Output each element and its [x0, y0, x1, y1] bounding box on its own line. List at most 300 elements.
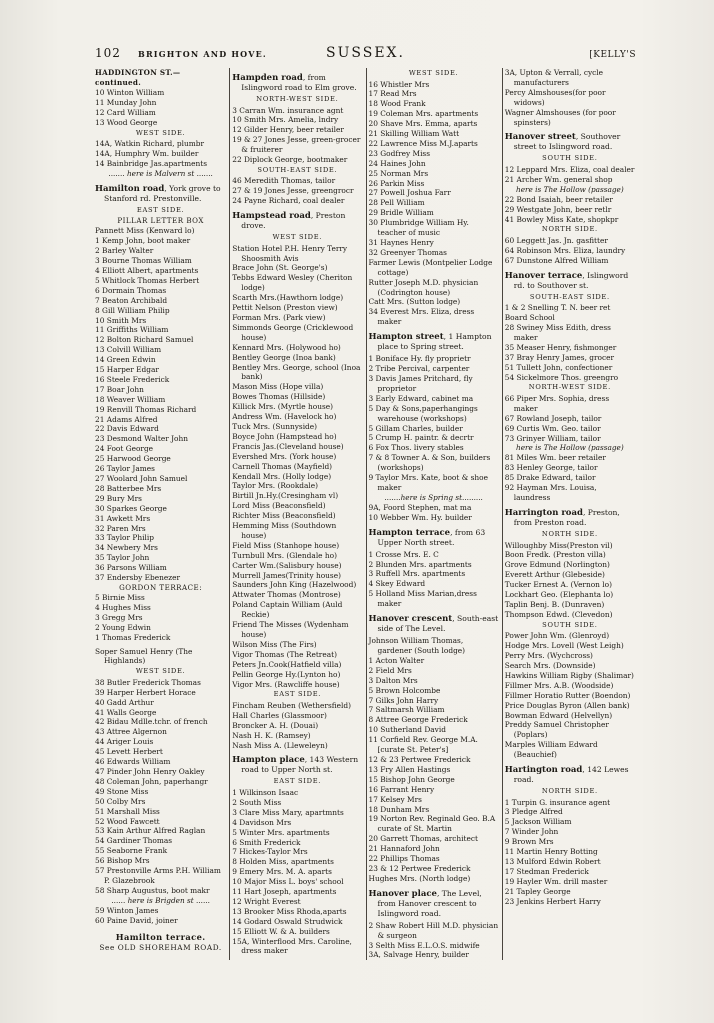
directory-entry: 27 & 19 Jones Jesse, greengrocr	[232, 186, 354, 196]
directory-entry: Fillmer Horatio Rutter (Boendon)	[504, 690, 631, 700]
street-heading: Hanover crescent, South-east side of The Level.	[368, 614, 499, 634]
directory-entry: 23 Jenkins Herbert Harry	[504, 896, 601, 906]
directory-entry: 3 Dalton Mrs	[368, 675, 418, 685]
directory-entry: 21 Skilling William Watt	[368, 129, 460, 139]
directory-entry: 3 Selth Miss E.L.O.S. midwife	[368, 940, 480, 950]
directory-entry: Carter Wm.(Salisbury house)	[232, 560, 342, 570]
directory-entry: Poland Captain William (Auld Reckie)	[232, 600, 343, 620]
directory-entry: 1 Boniface Hy. fly proprietr	[368, 354, 471, 364]
directory-entry: Birtill Jn.Hy.(Cresingham vl)	[232, 491, 339, 501]
directory-entry: Boon Fredk. (Preston villa)	[504, 550, 606, 560]
directory-entry: 54 Sickelmore Thos. greengro	[504, 372, 619, 382]
street-name: Hanover place	[368, 888, 437, 899]
directory-entry: 31 Haynes Henry	[368, 238, 434, 247]
directory-entry: Wagner Almshouses (for poor spinsters)	[504, 107, 616, 127]
directory-entry: 46 Meredith Thomas, tailor	[232, 176, 336, 186]
side-heading: WEST SIDE.	[408, 69, 459, 77]
directory-entry: 2 South Miss	[232, 797, 282, 807]
page-header-left	[95, 42, 326, 61]
directory-entry: Preddy Samuel Christopher (Poplars)	[504, 720, 609, 740]
directory-entry: Wilson Miss (The Firs)	[232, 639, 317, 649]
directory-entry: 41 Bowley Miss Kate, shopkpr	[504, 214, 619, 224]
side-heading: SOUTH SIDE.	[542, 154, 598, 163]
street-heading: Hamilton road, York grove to Stanford rd. Prestonville.	[95, 183, 221, 203]
directory-entry: Evershed Mrs. (York house)	[232, 451, 337, 461]
directory-entry: 22 Davis Edward	[95, 424, 159, 434]
side-heading: WEST SIDE.	[135, 128, 186, 137]
directory-entry: 3 Ruffell Mrs. apartments	[368, 569, 466, 579]
directory-entry: 23 Desmond Walter John	[95, 434, 189, 444]
directory-entry: 20 Shave Mrs. Emma, aparts	[368, 119, 478, 129]
directory-entry: 7 Winder John	[504, 827, 559, 837]
directory-entry: 5 Gillam Charles, builder	[368, 423, 463, 433]
street-name: Hamilton road	[95, 183, 165, 194]
directory-entry: 10 Sutherland David	[368, 725, 446, 735]
directory-entry: 29 Bury Mrs	[95, 493, 142, 503]
directory-entry: Vigor Thomas (The Retreat)	[232, 649, 337, 659]
directory-entry: 60 Leggett Jas. Jn. gasfitter	[504, 235, 608, 245]
directory-entry: 36 Parsons William	[95, 563, 167, 573]
directory-entry: 3 Davis James Pritchard, fly proprietor	[368, 373, 473, 393]
directory-entry: 1 Acton Walter	[368, 655, 425, 665]
directory-column-1	[93, 68, 229, 960]
directory-entry: 13 Colvill William	[95, 345, 162, 355]
directory-entry: 14 Bainbridge Jas.apartments	[95, 158, 207, 168]
directory-columns	[93, 68, 638, 960]
directory-entry: 26 Taylor James	[95, 464, 155, 474]
directory-entry: 5 Day & Sons,paperhangings warehouse (workshops)	[368, 403, 478, 423]
directory-entry: Hall Charles (Glassmoor)	[232, 710, 327, 720]
directory-entry: 1 & 2 Snelling T. N. beer ret	[504, 303, 611, 313]
side-heading: NORTH SIDE.	[541, 787, 598, 796]
directory-entry: 73 Grinyer William, tailor	[504, 433, 601, 443]
directory-entry: 12 Bolton Richard Samuel	[95, 335, 194, 345]
directory-column-2	[229, 68, 365, 960]
directory-entry: 11 Griffiths William	[95, 325, 169, 335]
directory-entry: Nash Miss A. (Lleweleyn)	[232, 740, 328, 750]
directory-entry: 66 Piper Mrs. Sophia, dress maker	[504, 393, 610, 413]
directory-entry: 33 Taylor Philip	[95, 533, 154, 543]
directory-entry: 8 Gill William Philip	[95, 305, 170, 315]
directory-entry: 60 Paine David, joiner	[95, 915, 178, 925]
directory-entry: 28 Batterbee Mrs	[95, 483, 162, 493]
cross-street-note: ...... here is Brigden st ......	[111, 895, 210, 905]
directory-entry: 24 Foot George	[95, 444, 154, 454]
directory-entry: 11 Hart Joseph, apartments	[232, 887, 337, 897]
directory-entry: 4 Hughes Miss	[95, 602, 151, 612]
cross-street-note: here is The Hollow (passage)	[516, 184, 624, 194]
directory-entry: 28 Pell William	[368, 198, 425, 208]
directory-entry: Nash H. K. (Ramsey)	[232, 730, 311, 740]
directory-entry: 2 Tribe Percival, carpenter	[368, 364, 470, 374]
directory-entry: Taplin Benj. B. (Dunraven)	[504, 599, 605, 609]
directory-entry: Pellin George Hy.(Lynton ho)	[232, 669, 341, 679]
directory-entry: Marples William Edward (Beauchief)	[504, 740, 598, 760]
directory-entry: 7 & 8 Towner A. & Son, builders (workshops)	[368, 453, 491, 473]
directory-entry: 39 Harper Herbert Horace	[95, 687, 196, 697]
directory-entry: 22 Diplock George, bootmaker	[232, 155, 348, 165]
directory-entry: 22 Lawrence Miss M.J.aparts	[368, 138, 478, 148]
street-continued-heading: HADDINGTON ST.—continued.	[95, 68, 181, 87]
directory-entry: 4 Elliott Albert, apartments	[95, 265, 199, 275]
directory-entry: 9 Taylor Mrs. Kate, boot & shoe maker	[368, 473, 488, 492]
directory-entry: 11 Martin Henry Botting	[504, 847, 598, 857]
directory-entry: Attwater Thomas (Montrose)	[232, 590, 341, 600]
street-name: Hampton street	[368, 332, 444, 343]
directory-entry: 16 Farrant Henry	[368, 784, 435, 794]
directory-entry: 48 Coleman John, paperhangr	[95, 776, 208, 786]
directory-entry: Broncker A. H. (Douai)	[232, 720, 319, 730]
directory-entry: 45 Levett Herbert	[95, 747, 163, 757]
directory-entry: Farmer Lewis (Montpelier Lodge cottage)	[368, 257, 493, 277]
directory-entry: Board School	[504, 313, 555, 323]
directory-entry: 56 Bishop Mrs	[95, 856, 150, 866]
directory-entry: Bentley Mrs. George, school (Inoa bank)	[232, 362, 361, 382]
directory-entry: 14 Green Edwin	[95, 355, 156, 365]
directory-entry: Killick Mrs. (Myrtle house)	[232, 402, 334, 412]
directory-entry: 42 Bidau Mdlle.tchr. of french	[95, 717, 208, 727]
street-name: Hartington road	[504, 765, 583, 776]
directory-entry: 18 Dunham Mrs	[368, 804, 430, 814]
directory-entry: 30 Plumbridge William Hy. teacher of music	[368, 218, 469, 238]
directory-entry: 2 Barley Walter	[95, 246, 154, 256]
page-content	[93, 42, 638, 960]
directory-entry: 41 Walls George	[95, 707, 157, 717]
directory-entry: 21 Archer Wm. general shop	[504, 174, 613, 184]
directory-entry: 18 Weaver William	[95, 394, 166, 404]
directory-entry: 31 Awkett Mrs	[95, 513, 151, 523]
directory-entry: 3 Pledge Alfred	[504, 807, 563, 817]
directory-entry: 15 Elliott W. & A. builders	[232, 926, 330, 936]
directory-entry: Turnbull Mrs. (Glendale ho)	[232, 550, 337, 560]
directory-entry: 22 Bond Isaiah, beer retailer	[504, 194, 613, 204]
county-title: SUSSEX.	[326, 45, 405, 61]
directory-entry: Peters Jn.Cook(Hatfield villa)	[232, 659, 342, 669]
directory-entry: 67 Dunstone Alfred William	[504, 255, 609, 265]
directory-entry: 37 Bray Henry James, grocer	[504, 352, 615, 362]
side-heading: EAST SIDE.	[273, 690, 322, 699]
directory-entry: 19 Renvill Thomas Richard	[95, 404, 197, 414]
directory-entry: 1 Kemp John, boot maker	[95, 236, 191, 246]
directory-entry: 43 Attree Algernon	[95, 727, 167, 737]
cross-street-note: .......here is Spring st.........	[384, 492, 483, 502]
directory-entry: 7 Gilks John Harry	[368, 695, 439, 705]
directory-entry: 10 Smith Mrs. Amelia, lndry	[232, 115, 339, 125]
street-heading: Hanover terrace, Islingword rd. to Southover st.	[504, 270, 629, 290]
directory-entry: 1 Wilkinson Isaac	[232, 787, 299, 797]
directory-entry: Johnson William Thomas, gardener (South lodge)	[368, 636, 466, 655]
directory-entry: 3 Early Edward, cabinet ma	[368, 393, 474, 403]
directory-entry: 25 Harwood George	[95, 454, 171, 464]
directory-entry: 46 Edwards William	[95, 757, 171, 767]
directory-entry: 34 Newbery Mrs	[95, 543, 158, 553]
directory-entry: Bowman Edward (Helvellyn)	[504, 710, 613, 720]
directory-entry: 3A, Upton & Verrall, cycle manufacturers	[504, 68, 604, 87]
directory-entry: Kennard Mrs. (Holywood ho)	[232, 342, 341, 352]
directory-entry: Scarth Mrs.(Hawthorn lodge)	[232, 293, 344, 303]
directory-entry: 20 Garrett Thomas, architect	[368, 834, 478, 844]
section-title: BRIGHTON AND HOVE.	[138, 49, 267, 59]
directory-entry: 15 Bishop John George	[368, 774, 455, 784]
directory-entry: 13 Fry Allen Hastings	[368, 764, 451, 774]
directory-entry: Andress Wm. (Havelock ho)	[232, 412, 337, 422]
directory-entry: 85 Drake Edward, tailor	[504, 473, 596, 483]
directory-entry: 13 Mulford Edwin Robert	[504, 856, 601, 866]
directory-entry: 51 Tullett John, confectioner	[504, 362, 613, 372]
directory-entry: 12 Gilder Henry, beer retailer	[232, 125, 344, 135]
cross-street-note: here is The Hollow (passage)	[516, 443, 624, 453]
side-heading: EAST SIDE.	[136, 205, 185, 214]
directory-entry: Brace John (St. George's)	[232, 263, 328, 273]
directory-entry: Hawkins William Rigby (Shalimar)	[504, 670, 634, 680]
directory-entry: 59 Winton James	[95, 905, 159, 915]
directory-entry: 7 Saltmarsh William	[368, 705, 445, 715]
street-heading: Harrington road, Preston, from Preston road.	[504, 508, 620, 527]
street-name: Hampton place	[232, 755, 305, 766]
directory-entry: 44 Ariger Louis	[95, 737, 154, 747]
directory-entry: Thompson Edwd. (Clevedon)	[504, 609, 613, 619]
directory-entry: 5 Winter Mrs. apartments	[232, 827, 330, 837]
page-header	[93, 42, 638, 61]
page-number: 102	[95, 46, 121, 60]
directory-entry: Field Miss (Stanhope house)	[232, 540, 340, 550]
directory-entry: 12 & 23 Pertwee Frederick	[368, 754, 471, 764]
directory-entry: 92 Hayman Mrs. Louisa, laundress	[504, 483, 597, 503]
directory-entry: 24 Haines John	[368, 158, 426, 168]
directory-entry: 19 & 27 Jones Jesse, green-grocer & fruiterer	[232, 135, 361, 155]
directory-entry: 10 Winton William	[95, 88, 165, 97]
directory-entry: 23 & 12 Pertwee Frederick	[368, 863, 471, 873]
directory-entry: 3 Carran Wm. insurance agnt	[232, 105, 344, 115]
directory-entry: 32 Greenyer Thomas	[368, 247, 447, 257]
directory-entry: 37 Endersby Ebenezer	[95, 573, 181, 583]
directory-entry: 29 Westgate John, beer retlr	[504, 204, 612, 214]
side-heading: SOUTH-EAST SIDE.	[529, 292, 610, 301]
directory-entry: 27 Powell Joshua Farr	[368, 188, 451, 198]
side-heading: NORTH SIDE.	[541, 225, 598, 234]
directory-entry: 21 Adams Alfred	[95, 414, 158, 424]
street-heading: Hampton place, 143 Western road to Upper North st.	[232, 755, 359, 775]
directory-entry: 9 Brown Mrs	[504, 837, 554, 847]
directory-entry: 2 Blunden Mrs. apartments	[368, 559, 472, 569]
directory-entry: 1 Thomas Frederick	[95, 632, 171, 642]
side-heading: NORTH-WEST SIDE.	[528, 383, 611, 392]
directory-entry: Forman Mrs. (Park view)	[232, 313, 326, 322]
street-heading: Hampton terrace, from 63 Upper North street.	[368, 527, 486, 547]
directory-entry: Power John Wm. (Glenroyd)	[504, 631, 610, 641]
directory-entry: Murrell James(Trinity house)	[232, 570, 341, 580]
street-heading: Hartington road, 142 Lewes road.	[504, 765, 629, 785]
directory-entry: Fincham Reuben (Wethersfield)	[232, 700, 352, 710]
directory-entry: Francis Jas.(Cleveland house)	[232, 441, 344, 451]
directory-entry: 15 Harper Edgar	[95, 365, 159, 375]
directory-entry: 7 Hickes-Taylor Mrs	[232, 847, 308, 857]
directory-entry: Station Hotel P.H. Henry Terry Shoosmith Avis	[232, 243, 348, 263]
directory-entry: 12 Card William	[95, 107, 156, 117]
street-name: Hanover terrace	[504, 270, 583, 281]
directory-entry: 5 Jackson William	[504, 817, 572, 827]
directory-entry: 32 Paren Mrs	[95, 523, 146, 533]
directory-entry: 17 Kelsey Mrs	[368, 794, 422, 804]
directory-entry: 17 Read Mrs	[368, 89, 417, 99]
directory-entry: 2 Field Mrs	[368, 665, 412, 675]
directory-column-4	[502, 68, 638, 960]
directory-entry: Bentley George (Inoa bank)	[232, 352, 336, 362]
directory-entry: 5 Birnie Miss	[95, 592, 145, 602]
directory-entry: 3A, Salvage Henry, builder	[368, 950, 469, 960]
directory-entry: 19 Norton Rev. Reginald Geo. B.A curate of St. Martin	[368, 814, 496, 834]
street-name: Hampstead road	[232, 211, 311, 222]
directory-entry: Everett Arthur (Glebeside)	[504, 570, 605, 580]
directory-entry: 67 Rowland Joseph, tailor	[504, 413, 602, 423]
directory-entry: Lord Miss (Beaconsfield)	[232, 501, 326, 511]
street-name: Hanover street	[504, 132, 576, 143]
cross-street-note: ....... here is Malvern st .......	[108, 168, 213, 178]
directory-entry: Soper Samuel Henry (The Highlands)	[95, 646, 193, 666]
directory-entry: Saunders John King (Hazelwood)	[232, 580, 357, 590]
street-name: Hampton terrace	[368, 527, 451, 538]
directory-entry: 3 Gregg Mrs	[95, 612, 143, 622]
directory-entry: 10 Major Miss L. boys' school	[232, 877, 344, 887]
directory-entry: Tucker Ernest A. (Vernon lo)	[504, 580, 612, 590]
directory-entry: 16 Steele Frederick	[95, 374, 170, 384]
directory-entry: 21 Tapley George	[504, 886, 571, 896]
side-heading: NORTH-WEST SIDE.	[256, 95, 339, 103]
directory-entry: 6 Fox Thos. livery stables	[368, 443, 464, 453]
directory-entry: 5 Brown Holcombe	[368, 685, 441, 695]
directory-entry: 28 Swiney Miss Edith, dress maker	[504, 323, 611, 342]
street-heading: Hampton street, 1 Hampton place to Spring street.	[368, 332, 492, 352]
side-heading: WEST SIDE.	[272, 233, 323, 242]
directory-entry: Bowes Thomas (Hillside)	[232, 392, 326, 402]
directory-entry: 50 Colby Mrs	[95, 796, 146, 806]
directory-entry: 9 Emery Mrs. M. A. aparts	[232, 867, 332, 877]
directory-entry: Search Mrs. (Downside)	[504, 660, 596, 670]
directory-entry: 2 Shaw Robert Hill M.D. physician & surgeon	[368, 920, 499, 940]
directory-entry: 29 Bridle William	[368, 208, 434, 218]
directory-entry: 24 Payne Richard, coal dealer	[232, 196, 345, 206]
see-also-reference: See OLD SHOREHAM ROAD.	[99, 942, 222, 952]
directory-entry: 8 Holden Miss, apartments	[232, 857, 334, 867]
directory-entry: Richter Miss (Beaconsfield)	[232, 511, 336, 521]
directory-entry: Hodge Mrs. Lovell (West Leigh)	[504, 641, 624, 651]
street-heading: Hanover place, The Level, from Hanover crescent to Islingword road.	[368, 888, 482, 918]
directory-entry: Tebbs Edward Wesley (Cheriton lodge)	[232, 273, 353, 293]
directory-entry: Simmonds George (Cricklewood house)	[232, 322, 354, 342]
directory-entry: 64 Robinson Mrs. Eliza, laundry	[504, 245, 626, 255]
directory-entry: 2 Young Edwin	[95, 622, 151, 632]
directory-entry: 1 Crosse Mrs. E. C	[368, 549, 439, 559]
directory-entry: 13 Wood George	[95, 117, 158, 127]
directory-entry: Tuck Mrs. (Sunnyside)	[232, 421, 318, 431]
directory-entry: Rutter Joseph M.D. physician (Codrington house)	[368, 277, 479, 297]
directory-entry: 5 Holland Miss Marian,dress maker	[368, 589, 477, 609]
directory-entry: 10 Smith Mrs	[95, 315, 147, 325]
directory-entry: 52 Wood Fawcett	[95, 816, 160, 826]
directory-entry: 57 Prestonville Arms P.H. William P. Glazebrook	[95, 866, 221, 885]
directory-entry: 23 Godfrey Miss	[368, 148, 431, 158]
directory-entry: 69 Curtis Wm. Geo. tailor	[504, 423, 601, 433]
directory-entry: Carnell Thomas (Mayfield)	[232, 461, 333, 471]
directory-entry: 26 Parkin Miss	[368, 178, 425, 188]
directory-entry: 9A, Foord Stephen, mat ma	[368, 502, 472, 512]
directory-entry: 22 Phillips Thomas	[368, 854, 440, 864]
street-name: Harrington road	[504, 508, 583, 518]
directory-entry: 10 Webber Wm. Hy. builder	[368, 512, 472, 522]
directory-entry: Pettit Nelson (Preston view)	[232, 303, 338, 313]
directory-entry: 55 Seaborne Frank	[95, 846, 168, 856]
directory-entry: Lockhart Geo. (Elephanta lo)	[504, 590, 614, 600]
directory-entry: 17 Stedman Frederick	[504, 866, 589, 876]
directory-entry: 14A, Watkin Richard, plumbr	[95, 139, 205, 149]
directory-entry: 21 Hannaford John	[368, 844, 440, 854]
directory-entry: 1 Turpin G. insurance agent	[504, 797, 611, 807]
street-name: Hampden road	[232, 73, 303, 83]
side-heading: NORTH SIDE.	[541, 530, 598, 538]
sub-heading: PILLAR LETTER BOX	[117, 216, 204, 226]
directory-entry: 3 Bourne Thomas William	[95, 256, 192, 266]
directory-entry: 6 Smith Frederick	[232, 837, 301, 847]
directory-entry: 15A, Winterflood Mrs. Caroline, dress maker	[232, 936, 352, 956]
directory-entry: 14A, Humphry Wm. builder	[95, 149, 199, 159]
side-heading: SOUTH SIDE.	[542, 620, 598, 629]
directory-column-3	[366, 68, 502, 960]
directory-entry: 4 Skey Edward	[368, 579, 426, 589]
directory-entry: Perry Mrs. (Wychcross)	[504, 651, 593, 661]
directory-entry: 6 Dormain Thomas	[95, 285, 167, 295]
directory-entry: 58 Sharp Augustus, boot makr	[95, 885, 210, 895]
directory-entry: Fillmer Mrs. A.B. (Woodside)	[504, 680, 614, 690]
directory-entry: 13 Brooker Miss Rhoda,aparts	[232, 906, 347, 916]
directory-entry: Hughes Mrs. (North lodge)	[368, 873, 471, 883]
directory-entry: 51 Marshall Miss	[95, 806, 160, 816]
directory-entry: 8 Attree George Frederick	[368, 715, 468, 725]
directory-entry: Hemming Miss (Southdown house)	[232, 521, 337, 540]
directory-entry: 83 Henley George, tailor	[504, 463, 598, 473]
directory-entry: Friend The Misses (Wydenham house)	[232, 620, 349, 639]
directory-entry: 11 Corfield Rev. George M.A. [curate St. Peter's]	[368, 735, 478, 755]
directory-entry: 27 Woolard John Samuel	[95, 474, 188, 483]
directory-entry: 3 Clare Miss Mary, apartmnts	[232, 807, 344, 817]
directory-entry: Willoughby Miss(Preston vil)	[504, 540, 613, 550]
side-heading: WEST SIDE.	[135, 667, 186, 676]
directory-entry: 17 Boar John	[95, 384, 144, 394]
directory-entry: 53 Kain Arthur Alfred Raglan	[95, 826, 206, 836]
street-heading: Hampden road, from Islingword road to Elm grove.	[232, 73, 357, 92]
directory-entry: Pannett Miss (Kenward lo)	[95, 226, 195, 236]
directory-entry: 35 Taylor John	[95, 553, 150, 563]
directory-entry: 5 Whitlock Thomas Herbert	[95, 275, 200, 285]
directory-entry: 19 Coleman Mrs. apartments	[368, 109, 479, 119]
see-also-title: Hamilton terrace.	[115, 931, 206, 942]
directory-entry: 25 Norman Mrs	[368, 168, 429, 178]
directory-entry: Mason Miss (Hope villa)	[232, 382, 324, 392]
directory-entry: 7 Beaton Archibald	[95, 295, 168, 305]
directory-entry: 30 Sparkes George	[95, 503, 167, 513]
directory-entry: 5 Crump H. paintr. & decrtr	[368, 433, 474, 443]
publisher-mark: [KELLY'S	[589, 50, 636, 60]
directory-entry: 49 Stone Miss	[95, 786, 149, 796]
directory-entry: Catt Mrs. (Sutton lodge)	[368, 297, 461, 307]
directory-entry: 16 Whistler Mrs	[368, 79, 430, 89]
street-heading: Hampstead road, Preston drove.	[232, 211, 346, 231]
directory-entry: 54 Gardiner Thomas	[95, 836, 173, 846]
directory-entry: 12 Wright Everest	[232, 896, 301, 906]
street-name: Hanover crescent	[368, 614, 453, 625]
directory-entry: Kendall Mrs. (Holly lodge)	[232, 471, 332, 481]
directory-entry: Vigor Mrs. (Rawcliffe house)	[232, 679, 340, 689]
directory-entry: 18 Wood Frank	[368, 99, 426, 109]
